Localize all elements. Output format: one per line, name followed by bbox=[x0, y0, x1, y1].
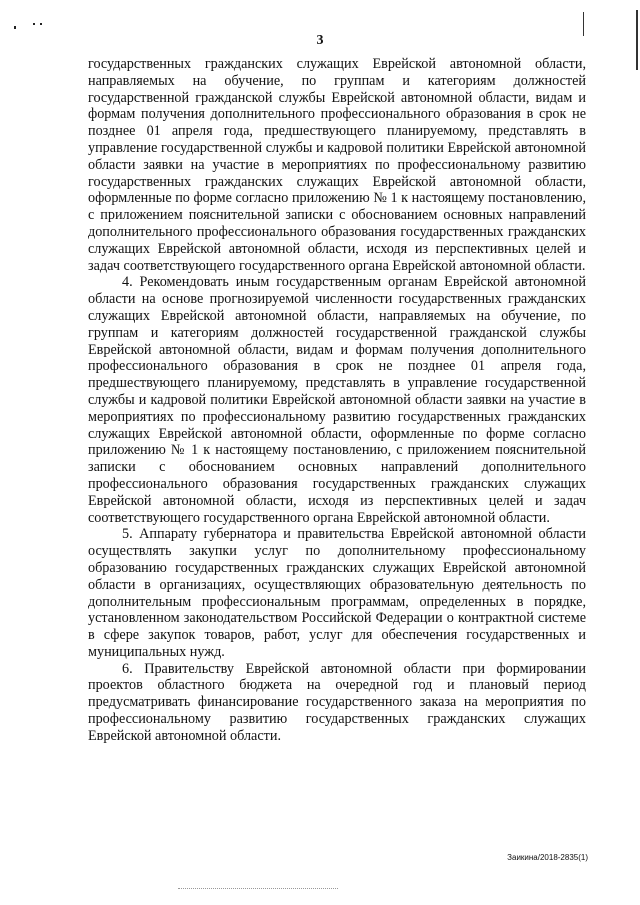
scan-dot-3 bbox=[40, 23, 42, 25]
document-body bbox=[88, 56, 586, 745]
paragraph-item-6: 6. Правительству Еврейской автономной области при формировании проектов областного бюджета на очередной год и плановый период предусматривать финансирование государственного заказа на мероприятия по профессиональному развитию государственных гражданских служащих Еврейской автономной области. bbox=[88, 660, 586, 744]
paragraph-item-4: 4. Рекомендовать иным государственным органам Еврейской автономной области на основе прогнозируемой численности государственных гражданских служащих Еврейской автономной области, направляемых на обучение, по группам и категориям должностей государственной гражданской службы Еврейской автономной области, видам и формам получения дополнительного профессионального образования в срок не позднее 01 апреля года, предшествующего планируемому, представлять в управление государственной службы и кадровой политики Еврейской автономной области заявки на участие в мероприятиях по профессиональному развитию государственных гражданских служащих Еврейской автономной области, оформленные по форме согласно приложению № 1 к настоящему постановлению, с приложением пояснительной записки с обоснованием основных направлений дополнительного профессионального образования государственных гражданских служащих Еврейской автономной области, исходя из перспективных целей и задач соответствующего государственного органа Еврейской автономной области. bbox=[88, 274, 586, 526]
scan-dot-2 bbox=[33, 23, 35, 25]
document-code: Заикина/2018-2835(1) bbox=[507, 853, 588, 862]
paragraph-continuation: государственных гражданских служащих Еврейской автономной области, направляемых на обучение, по группам и категориям должностей государственной гражданской службы Еврейской автономной области, видам и формам получения дополнительного профессионального образования в срок не позднее 01 апреля года, предшествующего планируемому, представлять в управление государственной службы и кадровой политики Еврейской автономной области заявки на участие в мероприятиях по профессиональному развитию государственных гражданских служащих Еврейской автономной области, оформленные по форме согласно приложению № 1 к настоящему постановлению, с приложением пояснительной записки с обоснованием основных направлений дополнительного профессионального образования государственных гражданских служащих Еврейской автономной области, исходя из перспективных целей и задач соответствующего государственного органа Еврейской автономной области. bbox=[88, 56, 586, 274]
scan-dot-1 bbox=[14, 26, 16, 29]
paragraph-item-5: 5. Аппарату губернатора и правительства Еврейской автономной области осуществлять закупки услуг по дополнительному профессиональному образованию государственных гражданских служащих Еврейской автономной области в организациях, осуществляющих образовательную деятельность по дополнительным профессиональным программам, определенных в порядке, установленном законодательством Российской Федерации о контрактной системе в сфере закупок товаров, работ, услуг для обеспечения государственных и муниципальных нужд. bbox=[88, 526, 586, 660]
page-number: 3 bbox=[316, 33, 324, 48]
bottom-faint-trace bbox=[178, 888, 338, 891]
